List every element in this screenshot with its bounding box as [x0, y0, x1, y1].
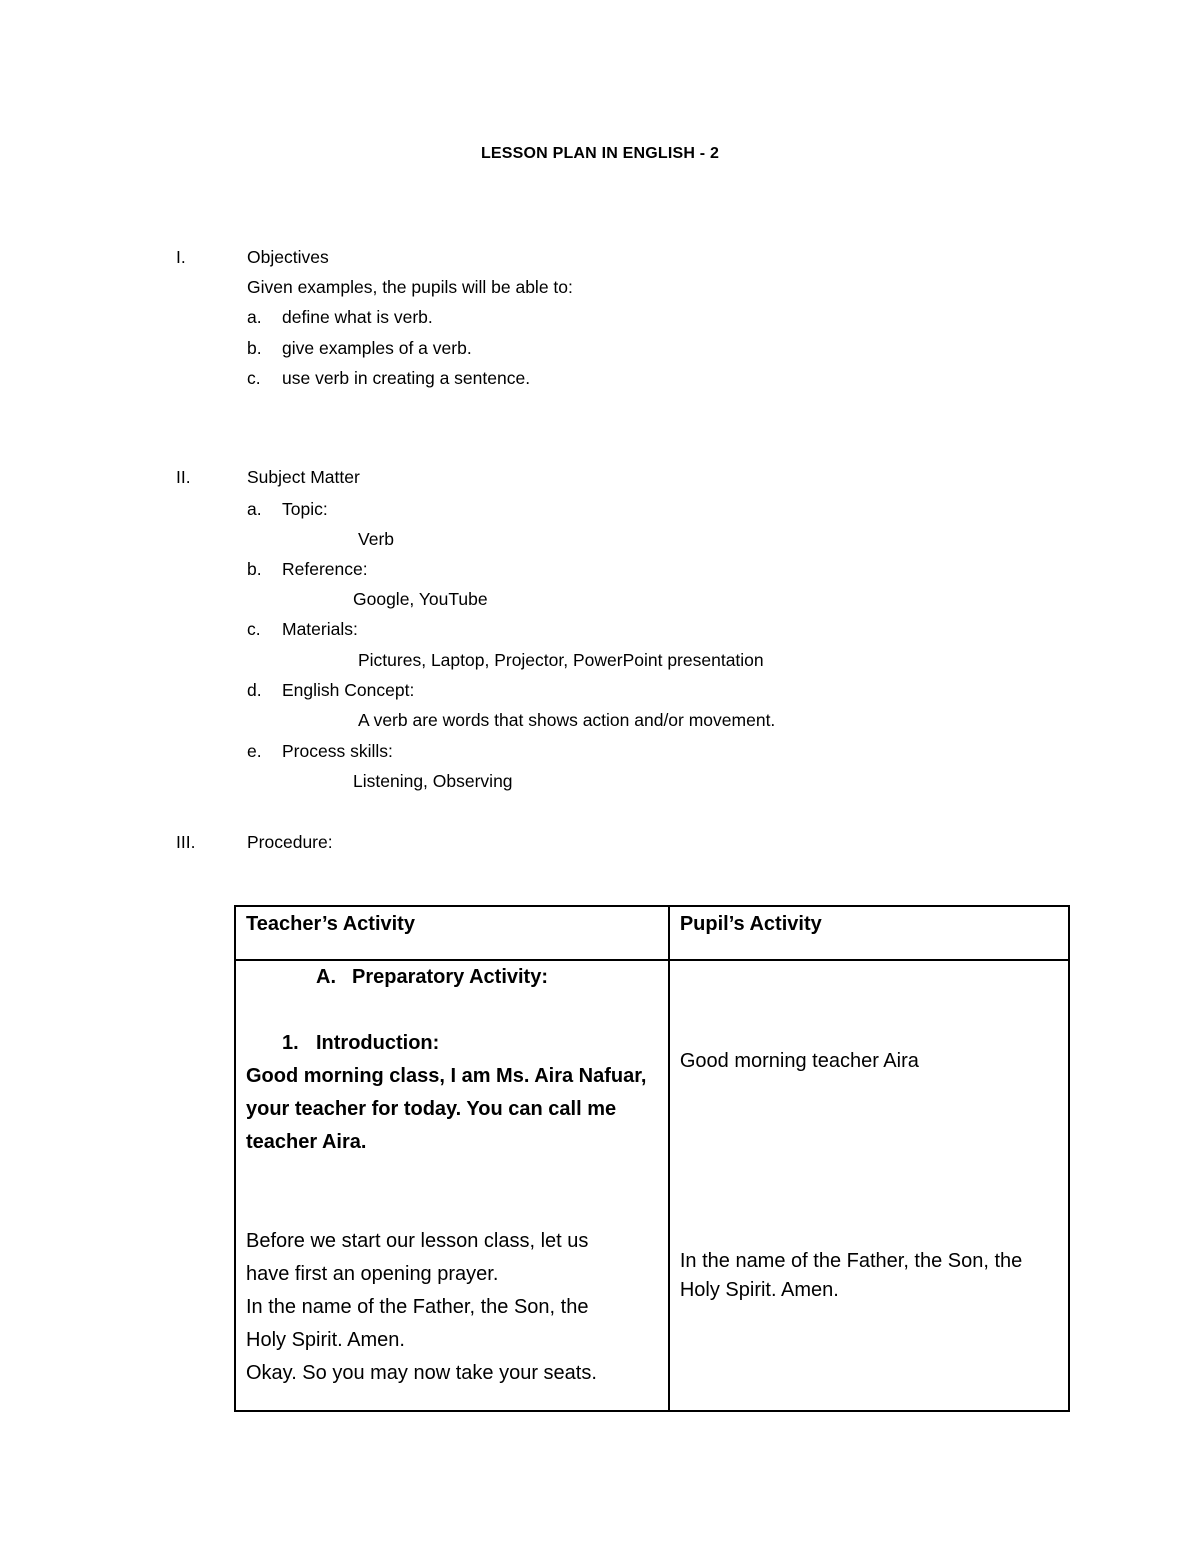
objective-marker: a. [247, 307, 262, 327]
prayer-line: have first an opening prayer. [246, 1263, 499, 1285]
subject-marker: e. [247, 741, 262, 761]
pupil-response-line: Holy Spirit. Amen. [679, 1279, 839, 1301]
subject-value-reference: Google, YouTube [353, 589, 488, 609]
procedure-heading: Procedure: [247, 832, 333, 852]
teacher-activity-cell [235, 960, 669, 1411]
subject-value-topic: Verb [358, 529, 394, 549]
subject-marker: a. [247, 499, 262, 519]
prayer-line: Holy Spirit. Amen. [246, 1329, 405, 1351]
pupil-activity-cell [669, 960, 1069, 1411]
activity-table [234, 905, 1070, 1412]
teacher-activity-header [235, 906, 669, 960]
objective-item: give examples of a verb. [282, 338, 472, 358]
subject-label-concept: English Concept: [282, 680, 415, 700]
section-marker: A. [316, 966, 336, 988]
procedure-numeral: III. [176, 832, 196, 852]
subject-value-skills: Listening, Observing [353, 771, 513, 791]
subject-matter-heading: Subject Matter [247, 467, 360, 487]
intro-line: Good morning class, I am Ms. Aira Nafuar, [246, 1065, 647, 1087]
table-row [235, 960, 1069, 1411]
subject-matter-numeral: II. [176, 467, 191, 487]
subject-label-reference: Reference: [282, 559, 368, 579]
objective-marker: c. [247, 368, 261, 388]
subject-label-materials: Materials: [282, 619, 358, 639]
objectives-intro: Given examples, the pupils will be able to: [247, 277, 573, 297]
pupil-response: Good morning teacher Aira [679, 1050, 919, 1072]
subject-label-skills: Process skills: [282, 741, 393, 761]
section-title: Preparatory Activity: [352, 966, 548, 988]
intro-line: teacher Aira. [246, 1131, 367, 1153]
prayer-line: Okay. So you may now take your seats. [246, 1362, 597, 1384]
step-title: Introduction: [316, 1032, 440, 1054]
objective-marker: b. [247, 338, 262, 358]
objective-item: define what is verb. [282, 307, 433, 327]
objective-item: use verb in creating a sentence. [282, 368, 531, 388]
subject-value-concept: A verb are words that shows action and/or movement. [358, 710, 776, 730]
subject-marker: b. [247, 559, 262, 579]
intro-line: your teacher for today. You can call me [246, 1098, 617, 1120]
step-marker: 1. [282, 1032, 299, 1054]
pupil-header-label: Pupil’s Activity [679, 913, 822, 935]
page-title: LESSON PLAN IN ENGLISH - 2 [480, 145, 720, 162]
subject-value-materials: Pictures, Laptop, Projector, PowerPoint presentation [358, 650, 764, 670]
pupil-response-line: In the name of the Father, the Son, the [679, 1250, 1023, 1272]
objectives-numeral: I. [176, 247, 186, 267]
prayer-line: In the name of the Father, the Son, the [246, 1296, 589, 1318]
pupil-activity-header [669, 906, 1069, 960]
objectives-heading: Objectives [247, 247, 329, 267]
subject-marker: c. [247, 619, 261, 639]
subject-marker: d. [247, 680, 262, 700]
teacher-header-label: Teacher’s Activity [246, 913, 415, 935]
prayer-line: Before we start our lesson class, let us [246, 1230, 589, 1252]
subject-label-topic: Topic: [282, 499, 328, 519]
table-header-row [235, 906, 1069, 960]
